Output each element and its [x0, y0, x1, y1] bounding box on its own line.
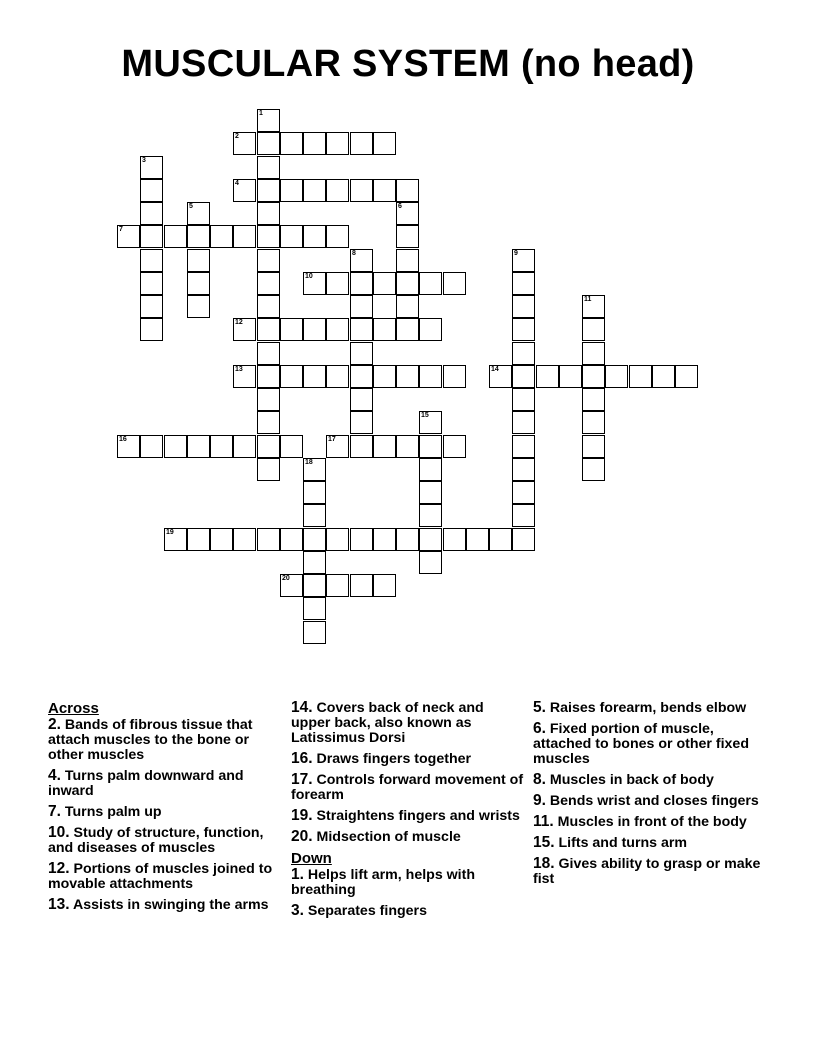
- grid-cell[interactable]: [233, 365, 256, 388]
- clue-number: 3: [142, 157, 146, 164]
- clue-column-1: [48, 700, 282, 918]
- grid-cell[interactable]: [326, 528, 349, 551]
- down-header: Down: [291, 850, 332, 867]
- grid-cell[interactable]: [443, 272, 466, 295]
- grid-cell[interactable]: [326, 179, 349, 202]
- grid-cell[interactable]: [582, 435, 605, 458]
- clue-number: 13: [235, 366, 243, 373]
- grid-cell[interactable]: [117, 225, 140, 248]
- grid-cell[interactable]: [280, 435, 303, 458]
- grid-cell[interactable]: [257, 528, 280, 551]
- grid-cell[interactable]: [512, 528, 535, 551]
- grid-cell[interactable]: [257, 295, 280, 318]
- clue-across-19[interactable]: 19. Straightens fingers and wrists: [291, 807, 520, 824]
- grid-cell[interactable]: [303, 132, 326, 155]
- grid-cell[interactable]: [419, 504, 442, 527]
- grid-cell[interactable]: [396, 225, 419, 248]
- grid-cell[interactable]: [303, 318, 326, 341]
- clue-across-20[interactable]: 20. Midsection of muscle: [291, 828, 461, 845]
- clue-number: 6: [398, 203, 402, 210]
- grid-cell[interactable]: [210, 528, 233, 551]
- grid-cell[interactable]: [582, 388, 605, 411]
- grid-cell[interactable]: [187, 202, 210, 225]
- grid-cell[interactable]: [512, 272, 535, 295]
- grid-cell[interactable]: [512, 481, 535, 504]
- grid-cell[interactable]: [326, 435, 349, 458]
- grid-cell[interactable]: [443, 528, 466, 551]
- grid-cell[interactable]: [373, 365, 396, 388]
- clue-number: 5: [189, 203, 193, 210]
- grid-cell[interactable]: [233, 225, 256, 248]
- grid-cell[interactable]: [164, 435, 187, 458]
- grid-cell[interactable]: [257, 342, 280, 365]
- grid-cell[interactable]: [419, 481, 442, 504]
- clue-column-2: [291, 700, 525, 924]
- grid-cell[interactable]: [233, 528, 256, 551]
- clue-number: 10: [305, 273, 313, 280]
- grid-cell[interactable]: [140, 202, 163, 225]
- grid-cell[interactable]: [396, 365, 419, 388]
- grid-cell[interactable]: [396, 435, 419, 458]
- grid-cell[interactable]: [512, 411, 535, 434]
- grid-cell[interactable]: [303, 272, 326, 295]
- grid-cell[interactable]: [512, 388, 535, 411]
- clue-number: 14: [491, 366, 499, 373]
- clue-column-3: [533, 700, 767, 892]
- grid-cell[interactable]: [326, 132, 349, 155]
- page-title: MUSCULAR SYSTEM (no head): [121, 43, 695, 85]
- clue-across-16[interactable]: 16. Draws fingers together: [291, 750, 472, 767]
- clue-across-7[interactable]: 7. Turns palm up: [48, 803, 162, 820]
- grid-cell[interactable]: [140, 295, 163, 318]
- grid-cell[interactable]: [675, 365, 698, 388]
- grid-cell[interactable]: [233, 435, 256, 458]
- grid-cell[interactable]: [350, 295, 373, 318]
- grid-cell[interactable]: [350, 574, 373, 597]
- grid-cell[interactable]: [373, 574, 396, 597]
- grid-cell[interactable]: [536, 365, 559, 388]
- grid-cell[interactable]: [326, 574, 349, 597]
- grid-cell[interactable]: [396, 249, 419, 272]
- grid-cell[interactable]: [140, 225, 163, 248]
- clue-number: 19: [166, 529, 174, 536]
- clue-down-11[interactable]: 11. Muscles in front of the body: [533, 813, 747, 830]
- grid-cell[interactable]: [233, 132, 256, 155]
- grid-cell[interactable]: [257, 132, 280, 155]
- clue-number: 2: [235, 133, 239, 140]
- grid-cell[interactable]: [466, 528, 489, 551]
- grid-cell[interactable]: [396, 202, 419, 225]
- grid-cell[interactable]: [280, 365, 303, 388]
- grid-cell[interactable]: [303, 597, 326, 620]
- grid-cell[interactable]: [303, 179, 326, 202]
- clue-number: 12: [235, 319, 243, 326]
- grid-cell[interactable]: [582, 342, 605, 365]
- grid-cell[interactable]: [257, 156, 280, 179]
- clue-number: 16: [119, 436, 127, 443]
- grid-cell[interactable]: [350, 435, 373, 458]
- grid-cell[interactable]: [350, 272, 373, 295]
- grid-cell[interactable]: [257, 179, 280, 202]
- grid-cell[interactable]: [512, 504, 535, 527]
- clue-number: 4: [235, 180, 239, 187]
- grid-cell[interactable]: [419, 528, 442, 551]
- clue-down-3[interactable]: 3. Separates fingers: [291, 902, 427, 919]
- grid-cell[interactable]: [257, 365, 280, 388]
- grid-cell[interactable]: [512, 342, 535, 365]
- grid-cell[interactable]: [419, 411, 442, 434]
- grid-cell[interactable]: [350, 388, 373, 411]
- grid-cell[interactable]: [605, 365, 628, 388]
- grid-cell[interactable]: [257, 109, 280, 132]
- grid-cell[interactable]: [280, 528, 303, 551]
- grid-cell[interactable]: [373, 272, 396, 295]
- grid-cell[interactable]: [373, 179, 396, 202]
- grid-cell[interactable]: [512, 295, 535, 318]
- grid-cell[interactable]: [210, 225, 233, 248]
- grid-cell[interactable]: [257, 249, 280, 272]
- grid-cell[interactable]: [652, 365, 675, 388]
- grid-cell[interactable]: [187, 249, 210, 272]
- grid-cell[interactable]: [257, 272, 280, 295]
- grid-cell[interactable]: [443, 365, 466, 388]
- grid-cell[interactable]: [582, 295, 605, 318]
- clue-number: 9: [514, 250, 518, 257]
- grid-cell[interactable]: [233, 318, 256, 341]
- grid-cell[interactable]: [489, 365, 512, 388]
- grid-cell[interactable]: [373, 318, 396, 341]
- grid-cell[interactable]: [350, 179, 373, 202]
- across-header: Across: [48, 700, 99, 717]
- grid-cell[interactable]: [303, 458, 326, 481]
- grid-cell[interactable]: [187, 225, 210, 248]
- grid-cell[interactable]: [582, 318, 605, 341]
- grid-cell[interactable]: [350, 411, 373, 434]
- clue-number: 15: [421, 412, 429, 419]
- clue-across-4[interactable]: 4. Turns palm downward and inward: [48, 767, 244, 799]
- grid-cell[interactable]: [419, 365, 442, 388]
- clue-down-9[interactable]: 9. Bends wrist and closes fingers: [533, 792, 759, 809]
- grid-cell[interactable]: [512, 435, 535, 458]
- clue-down-15[interactable]: 15. Lifts and turns arm: [533, 834, 688, 851]
- grid-cell[interactable]: [280, 574, 303, 597]
- grid-cell[interactable]: [187, 435, 210, 458]
- clue-number: 11: [584, 296, 592, 303]
- grid-cell[interactable]: [280, 132, 303, 155]
- grid-cell[interactable]: [164, 528, 187, 551]
- clue-number: 1: [259, 110, 263, 117]
- clue-across-14[interactable]: 14. Covers back of neck and upper back, also known as Latissimus Dorsi: [291, 699, 484, 746]
- grid-cell[interactable]: [303, 225, 326, 248]
- grid-cell[interactable]: [350, 342, 373, 365]
- clue-down-8[interactable]: 8. Muscles in back of body: [533, 771, 714, 788]
- grid-cell[interactable]: [350, 318, 373, 341]
- grid-cell[interactable]: [443, 435, 466, 458]
- grid-cell[interactable]: [233, 179, 256, 202]
- clue-down-5[interactable]: 5. Raises forearm, bends elbow: [533, 699, 747, 716]
- grid-cell[interactable]: [512, 318, 535, 341]
- grid-cell[interactable]: [140, 435, 163, 458]
- grid-cell[interactable]: [280, 179, 303, 202]
- grid-cell[interactable]: [280, 225, 303, 248]
- grid-cell[interactable]: [140, 272, 163, 295]
- grid-cell[interactable]: [373, 132, 396, 155]
- grid-cell[interactable]: [419, 435, 442, 458]
- grid-cell[interactable]: [303, 365, 326, 388]
- clue-number: 18: [305, 459, 313, 466]
- grid-cell[interactable]: [419, 458, 442, 481]
- clue-down-6[interactable]: 6. Fixed portion of muscle, attached to bones or other fixed muscles: [533, 720, 749, 767]
- grid-cell[interactable]: [582, 458, 605, 481]
- clue-number: 17: [328, 436, 336, 443]
- grid-cell[interactable]: [419, 318, 442, 341]
- grid-cell[interactable]: [257, 435, 280, 458]
- grid-cell[interactable]: [303, 621, 326, 644]
- grid-cell[interactable]: [257, 411, 280, 434]
- grid-cell[interactable]: [396, 528, 419, 551]
- grid-cell[interactable]: [373, 435, 396, 458]
- grid-cell[interactable]: [164, 225, 187, 248]
- grid-cell[interactable]: [303, 481, 326, 504]
- grid-cell[interactable]: [350, 365, 373, 388]
- grid-cell[interactable]: [257, 318, 280, 341]
- grid-cell[interactable]: [396, 295, 419, 318]
- grid-cell[interactable]: [512, 458, 535, 481]
- grid-cell[interactable]: [582, 411, 605, 434]
- grid-cell[interactable]: [629, 365, 652, 388]
- grid-cell[interactable]: [396, 272, 419, 295]
- grid-cell[interactable]: [512, 365, 535, 388]
- grid-cell[interactable]: [326, 365, 349, 388]
- grid-cell[interactable]: [140, 156, 163, 179]
- clue-across-2[interactable]: 2. Bands of fibrous tissue that attach muscles to the bone or other muscles: [48, 716, 253, 763]
- clue-number: 7: [119, 226, 123, 233]
- clue-down-1[interactable]: 1. Helps lift arm, helps with breathing: [291, 866, 476, 898]
- grid-cell[interactable]: [326, 225, 349, 248]
- grid-cell[interactable]: [257, 388, 280, 411]
- grid-cell[interactable]: [559, 365, 582, 388]
- grid-cell[interactable]: [117, 435, 140, 458]
- clue-across-10[interactable]: 10. Study of structure, function, and diseases of muscles: [48, 824, 264, 856]
- grid-cell[interactable]: [257, 225, 280, 248]
- grid-cell[interactable]: [350, 132, 373, 155]
- grid-cell[interactable]: [187, 272, 210, 295]
- clue-number: 8: [352, 250, 356, 257]
- grid-cell[interactable]: [257, 202, 280, 225]
- grid-cell[interactable]: [350, 249, 373, 272]
- grid-cell[interactable]: [140, 249, 163, 272]
- grid-cell[interactable]: [303, 574, 326, 597]
- grid-cell[interactable]: [303, 528, 326, 551]
- grid-cell[interactable]: [187, 295, 210, 318]
- grid-cell[interactable]: [303, 504, 326, 527]
- clue-across-17[interactable]: 17. Controls forward movement of forearm: [291, 771, 524, 803]
- grid-cell[interactable]: [489, 528, 512, 551]
- grid-cell[interactable]: [582, 365, 605, 388]
- grid-cell[interactable]: [396, 318, 419, 341]
- clue-number: 20: [282, 575, 290, 582]
- grid-cell[interactable]: [419, 272, 442, 295]
- grid-cell[interactable]: [373, 528, 396, 551]
- grid-cell[interactable]: [303, 551, 326, 574]
- grid-cell[interactable]: [187, 528, 210, 551]
- grid-cell[interactable]: [280, 318, 303, 341]
- grid-cell[interactable]: [210, 435, 233, 458]
- grid-cell[interactable]: [350, 528, 373, 551]
- grid-cell[interactable]: [419, 551, 442, 574]
- clue-down-18[interactable]: 18. Gives ability to grasp or make fist: [533, 855, 761, 887]
- grid-cell[interactable]: [140, 179, 163, 202]
- grid-cell[interactable]: [512, 249, 535, 272]
- grid-cell[interactable]: [396, 179, 419, 202]
- grid-cell[interactable]: [326, 272, 349, 295]
- grid-cell[interactable]: [257, 458, 280, 481]
- grid-cell[interactable]: [140, 318, 163, 341]
- grid-cell[interactable]: [326, 318, 349, 341]
- clue-across-13[interactable]: 13. Assists in swinging the arms: [48, 896, 269, 913]
- clue-across-12[interactable]: 12. Portions of muscles joined to movable attachments: [48, 860, 273, 892]
